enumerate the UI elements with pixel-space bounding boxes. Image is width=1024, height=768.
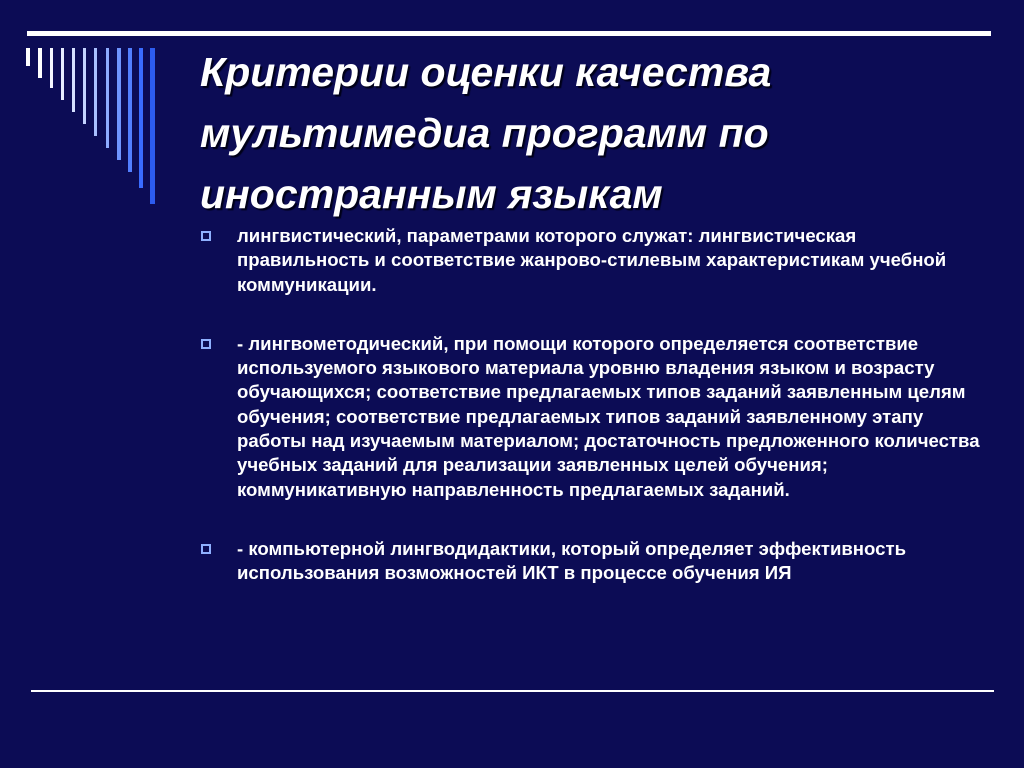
stripe <box>50 48 53 88</box>
bullet-text: - компьютерной лингводидактики, который определяет эффективность использования возможностей ИКТ в процессе обучения ИЯ <box>237 537 907 584</box>
stripe <box>38 48 42 78</box>
hollow-square-icon <box>201 544 211 554</box>
bullet-item-computer-didactics <box>200 537 980 586</box>
bullet-item-methodological <box>200 332 980 502</box>
stripe <box>106 48 109 148</box>
decorative-stripes <box>0 0 180 220</box>
stripe <box>83 48 86 124</box>
hollow-square-icon <box>201 231 211 241</box>
stripe <box>72 48 75 112</box>
hollow-square-icon <box>201 339 211 349</box>
bullet-text: - лингвометодический, при помощи которого определяется соответствие используемого языкового материала уровню владения языком и возрасту обучающихся; соответствие предлагаемых типов заданий заявленным целям обучения; соответствие предлагаемых типов заданий заявленному этапу работы над изучаемым материалом; достаточность предложенного количества учебных заданий для реализации заявленных целей обучения; коммуникативную направленность предлагаемых заданий. <box>237 332 980 500</box>
bottom-divider-line <box>31 690 994 692</box>
bullet-list <box>200 224 980 586</box>
stripe <box>117 48 121 160</box>
stripe <box>139 48 143 188</box>
stripe <box>61 48 64 100</box>
stripe <box>150 48 155 204</box>
bullet-item-linguistic <box>200 224 980 297</box>
bullet-text: лингвистический, параметрами которого служат: лингвистическая правильность и соответствие жанрово-стилевым характеристикам учебной коммуникации. <box>237 225 947 295</box>
stripe <box>128 48 132 172</box>
stripe <box>94 48 97 136</box>
stripe <box>26 48 30 66</box>
slide-title: Критерии оценки качества мультимедиа программ по иностранным языкам <box>200 49 772 217</box>
